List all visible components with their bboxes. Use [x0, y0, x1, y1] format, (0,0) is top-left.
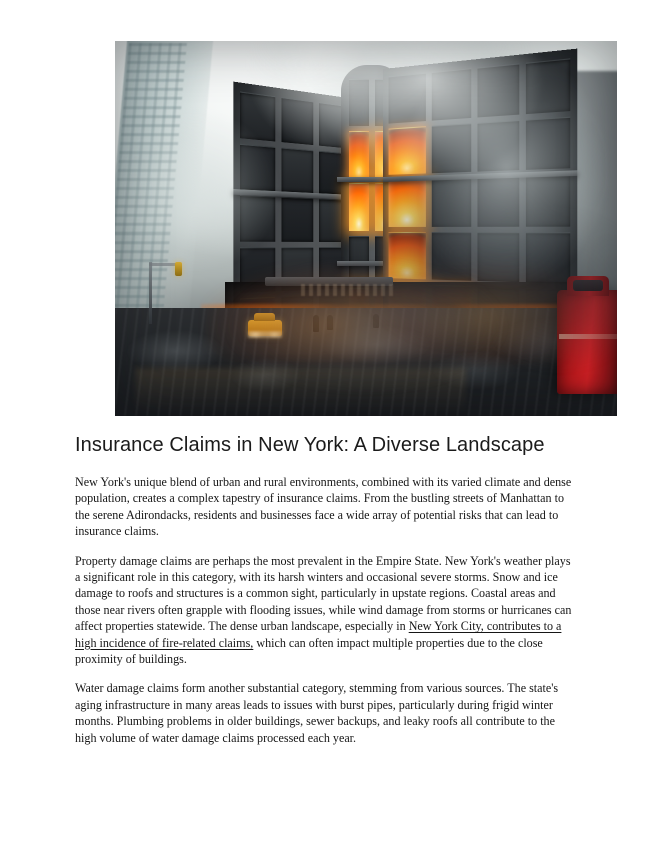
- window: [526, 116, 570, 170]
- window: [526, 174, 570, 226]
- window: [432, 68, 471, 120]
- paragraph-property-damage: [75, 553, 577, 668]
- pedestrian-silhouette: [373, 314, 379, 328]
- street-lamp-post: [149, 262, 152, 324]
- window: [389, 73, 426, 123]
- taxi-headlights: [248, 331, 282, 338]
- window: [281, 147, 313, 193]
- window: [240, 195, 275, 241]
- article-body: [75, 432, 577, 746]
- window: [477, 232, 519, 283]
- paragraph-intro: New York's unique blend of urban and rural environments, combined with its varied climate and dense population, creates a complex tapestry of insurance claims. From the bustling streets of Manhattan to the serene Adirondacks, residents and businesses face a wide array of potential risks that can lead to insurance claims.: [75, 475, 572, 539]
- fire-truck-window: [573, 280, 603, 291]
- wet-pavement-reflection: [135, 368, 466, 414]
- window-on-fire: [389, 232, 426, 280]
- window: [526, 58, 570, 113]
- window: [432, 232, 471, 281]
- hero-image: [115, 41, 617, 416]
- window: [349, 79, 369, 126]
- window: [526, 232, 570, 284]
- window: [240, 91, 275, 140]
- storefront-signage: [301, 284, 397, 296]
- paragraph-text-before-link: Property damage claims are perhaps the most prevalent in the Empire State. New York's weather plays a significant role in this category, with its harsh winters and occasional severe storms. Snow and ice damage to roofs and structures is a common sight, particularly in upstate regions. Coastal areas and those near rivers often grapple with flooding issues, while wind damage from storms or hurricanes can affect properties statewide. The dense urban landscape, especially in: [75, 553, 572, 634]
- page-title: Insurance Claims in New York: A Diverse Landscape: [75, 434, 545, 456]
- window: [281, 97, 313, 145]
- fire-truck-stripe: [559, 334, 617, 339]
- window: [432, 177, 471, 226]
- burning-building-photo: [115, 41, 617, 416]
- fire-truck: [557, 290, 617, 394]
- window: [477, 119, 519, 171]
- window: [477, 176, 519, 227]
- window: [432, 123, 471, 174]
- window-on-fire: [349, 183, 369, 230]
- window-on-fire: [389, 179, 426, 227]
- pedestrian-silhouette: [327, 315, 333, 330]
- traffic-signal: [175, 262, 182, 276]
- paragraph-water-damage: Water damage claims form another substantial category, stemming from various sources. The state's aging infrastructure in many areas leads to issues with burst pipes, particularly during frigid winter months. Plumbing problems in older buildings, sewer backups, and leaky roofs all contribute to the high volume of water damage claims processed each year.: [75, 681, 559, 745]
- pedestrian-silhouette: [313, 315, 319, 332]
- window: [349, 236, 369, 283]
- window: [477, 63, 519, 117]
- window: [281, 197, 313, 242]
- window: [240, 143, 275, 191]
- window-on-fire: [389, 126, 426, 175]
- window-on-fire: [349, 131, 369, 178]
- inline-underlined-link[interactable]: New York City, contributes to a high incidence of fire-related claims,: [75, 619, 562, 650]
- paragraph-text-after-link: which can often impact multiple properties due to the close proximity of buildings.: [75, 635, 543, 667]
